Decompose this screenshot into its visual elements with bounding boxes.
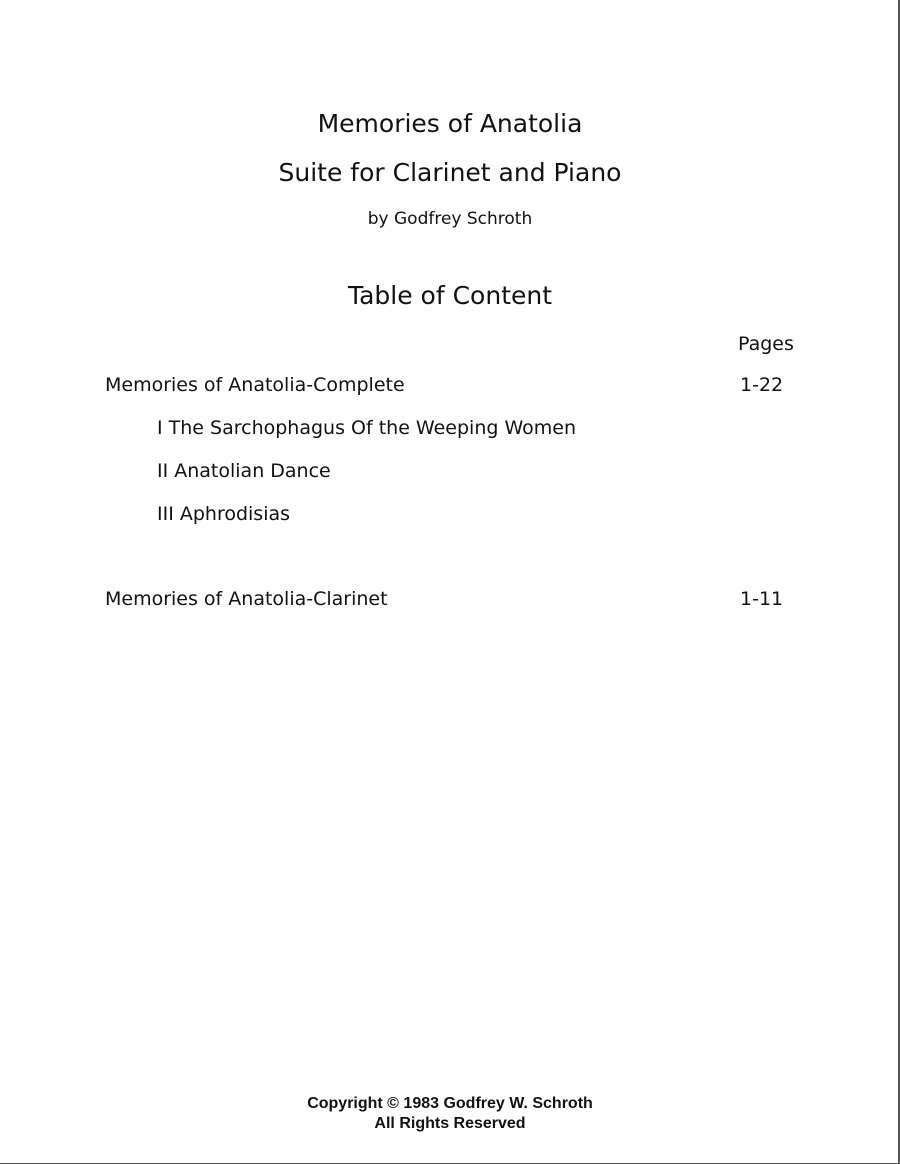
document-subtitle: Suite for Clarinet and Piano bbox=[278, 158, 622, 187]
document-title: Memories of Anatolia bbox=[317, 109, 583, 138]
table-of-contents-heading: Table of Content bbox=[347, 281, 553, 310]
toc-entry-movement-3: III Aphrodisias bbox=[157, 503, 291, 525]
copyright-notice: Copyright © 1983 Godfrey W. Schroth bbox=[307, 1095, 593, 1112]
toc-entry-clarinet-pages: 1-11 bbox=[740, 588, 784, 610]
toc-entry-movement-1: I The Sarchophagus Of the Weeping Women bbox=[157, 417, 576, 439]
toc-entry-movement-2: II Anatolian Dance bbox=[157, 460, 331, 482]
toc-entry-clarinet: Memories of Anatolia-Clarinet bbox=[105, 588, 388, 610]
pages-column-heading: Pages bbox=[738, 333, 794, 355]
rights-notice: All Rights Reserved bbox=[374, 1115, 526, 1132]
toc-entry-complete-pages: 1-22 bbox=[740, 374, 784, 396]
toc-entry-complete: Memories of Anatolia-Complete bbox=[105, 374, 405, 396]
author-credit: by Godfrey Schroth bbox=[367, 209, 533, 229]
